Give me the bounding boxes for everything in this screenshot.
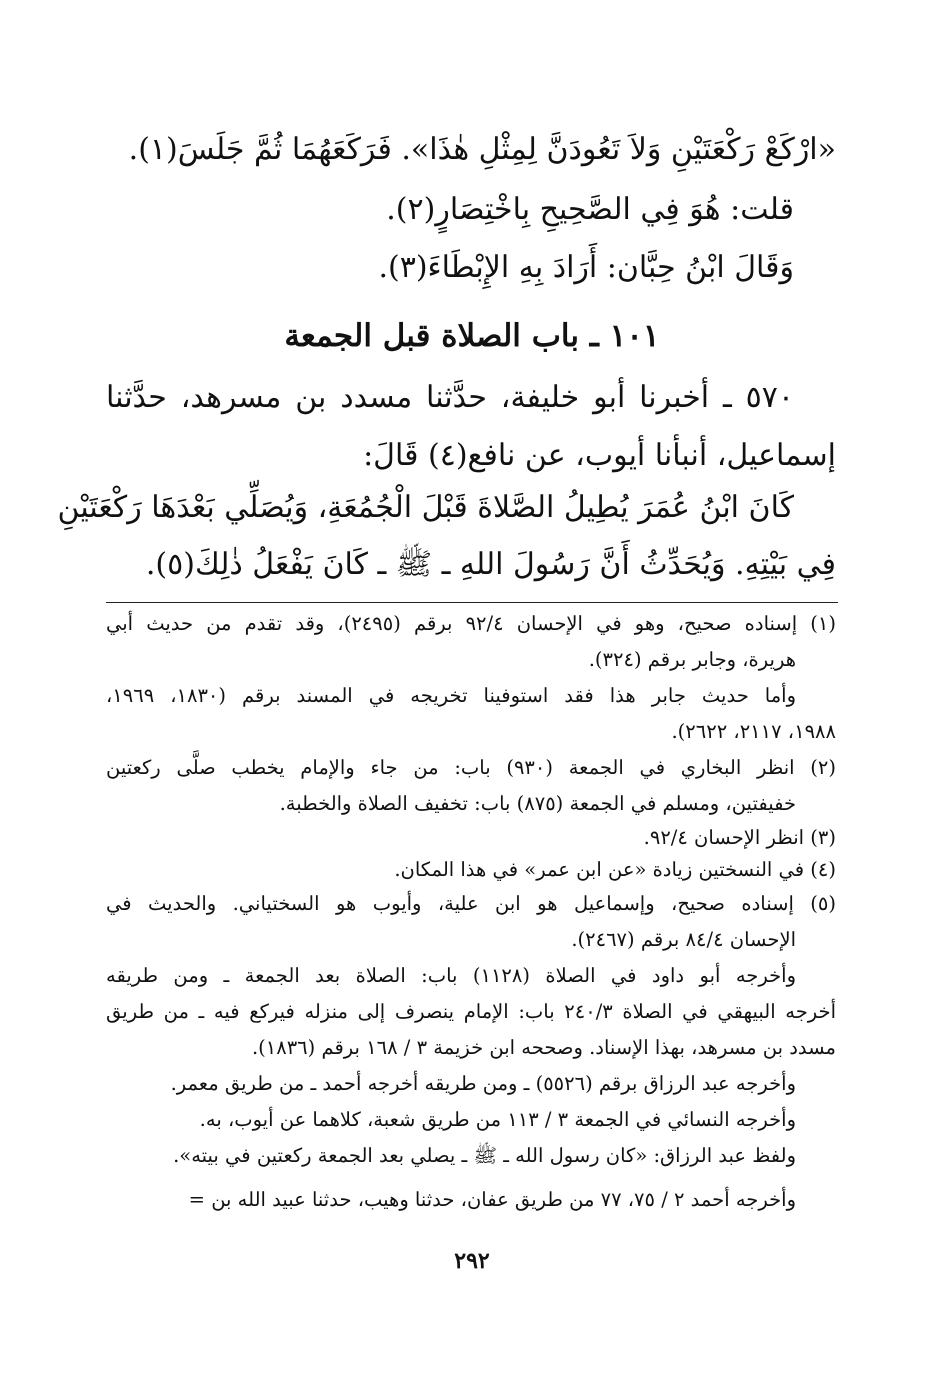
main-text-line-6: كَانَ ابْنُ عُمَرَ يُطِيلُ الصَّلاةَ قَبْلَ الْجُمُعَةِ، وَيُصَلِّي بَعْدَهَا رَكْعَتَيْنِ bbox=[57, 490, 794, 525]
footnote-5-line-5: مسدد بن مسرهد، بهذا الإسناد. وصححه ابن خزيمة ٣ / ١٦٨ برقم (١٨٣٦). bbox=[251, 1036, 836, 1059]
main-text-line-4: ٥٧٠ ـ أخبرنا أبو خليفة، حدَّثنا مسدد بن مسرهد، حدَّثنا bbox=[106, 380, 794, 415]
footnote-5-line-4: أخرجه البيهقي في الصلاة ٢٤٠/٣ باب: الإمام ينصرف إلى منزله فيركع فيه ـ من طريق bbox=[106, 1000, 836, 1023]
footnote-5-line-2: الإحسان ٨٤/٤ برقم (٢٤٦٧). bbox=[571, 928, 796, 951]
footnote-5-line-3: وأخرجه أبو داود في الصلاة (١١٢٨) باب: الصلاة بعد الجمعة ـ ومن طريقه bbox=[106, 964, 796, 987]
main-text-line-1: «ارْكَعْ رَكْعَتَيْنِ وَلاَ تَعُودَنَّ لِمِثْلِ هٰذَا». فَرَكَعَهُمَا ثُمَّ جَلَسَ(١). bbox=[128, 132, 836, 167]
main-text-line-7: فِي بَيْتِهِ. وَيُحَدِّثُ أَنَّ رَسُولَ اللهِ ـ ﷺ ـ كَانَ يَفْعَلُ ذٰلِكَ(٥). bbox=[145, 547, 836, 582]
footnote-2-line-2: خفيفتين، ومسلم في الجمعة (٨٧٥) باب: تخفيف الصلاة والخطبة. bbox=[279, 792, 796, 815]
footnote-2-line-1: (٢) انظر البخاري في الجمعة (٩٣٠) باب: من جاء والإمام يخطب صلَّى ركعتين bbox=[106, 756, 836, 779]
footnote-1-line-3: وأما حديث جابر هذا فقد استوفينا تخريجه في المسند برقم (١٨٣٠، ١٩٦٩، bbox=[106, 684, 796, 707]
footnote-1-line-4: ١٩٨٨، ٢١١٧، ٢٦٢٢). bbox=[671, 720, 836, 743]
footnote-5-line-6: وأخرجه عبد الرزاق برقم (٥٥٢٦) ـ ومن طريقه أخرجه أحمد ـ من طريق معمر. bbox=[170, 1072, 796, 1095]
footnote-3: (٣) انظر الإحسان ٩٢/٤. bbox=[643, 826, 836, 849]
footnote-5-line-8: ولفظ عبد الرزاق: «كان رسول الله ـ ﷺ ـ يصلي بعد الجمعة ركعتين في بيته». bbox=[173, 1144, 796, 1167]
footnote-4: (٤) في النسختين زيادة «عن ابن عمر» في هذا المكان. bbox=[394, 858, 836, 881]
main-text-line-5: إسماعيل، أنبأنا أيوب، عن نافع(٤) قَالَ: bbox=[363, 438, 836, 473]
footnote-5-line-7: وأخرجه النسائي في الجمعة ٣ / ١١٣ من طريق شعبة، كلاهما عن أيوب، به. bbox=[199, 1108, 796, 1131]
main-text-line-2: قلت: هُوَ فِي الصَّحِيحِ بِاخْتِصَارٍ(٢). bbox=[386, 192, 794, 227]
chapter-heading: ١٠١ ـ باب الصلاة قبل الجمعة bbox=[284, 318, 660, 354]
main-text-line-3: وَقَالَ ابْنُ حِبَّان: أَرَادَ بِهِ الإِبْطَاءَ(٣). bbox=[378, 250, 794, 285]
footnote-5-line-1: (٥) إسناده صحيح، وإسماعيل هو ابن علية، وأيوب هو السختياني. والحديث في bbox=[106, 892, 836, 915]
page-number: ٢٩٢ bbox=[454, 1248, 490, 1274]
footnote-1-line-1: (١) إسناده صحيح، وهو في الإحسان ٩٢/٤ برقم (٢٤٩٥)، وقد تقدم من حديث أبي bbox=[106, 612, 836, 635]
footnote-1-line-2: هريرة، وجابر برقم (٣٢٤). bbox=[588, 648, 796, 671]
footnote-separator bbox=[106, 602, 838, 603]
footnote-5-line-9: وأخرجه أحمد ٢ / ٧٥، ٧٧ من طريق عفان، حدثنا وهيب، حدثنا عبيد الله بن = bbox=[188, 1188, 796, 1211]
